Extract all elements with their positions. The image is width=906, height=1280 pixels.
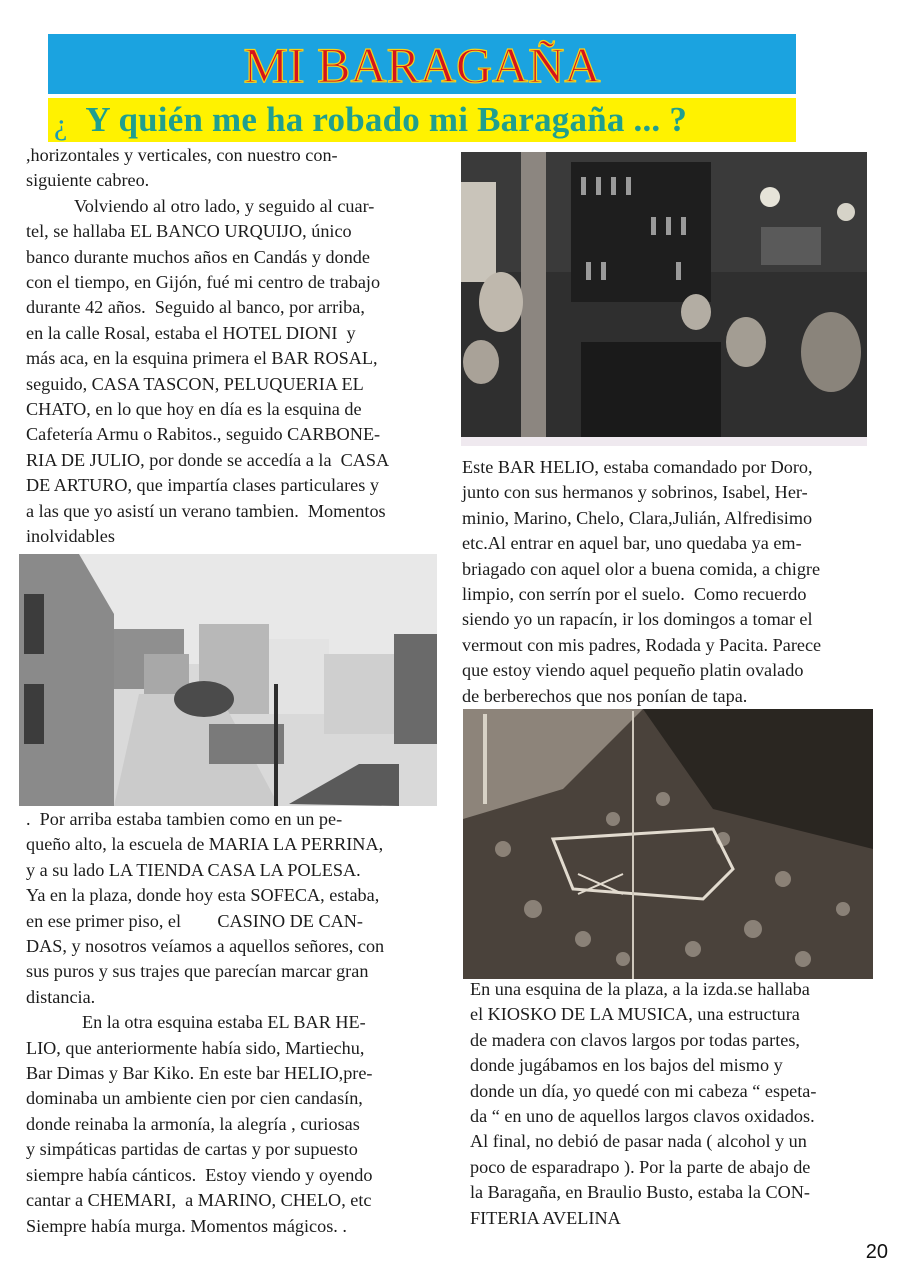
text-line: Bar Dimas y Bar Kiko. En este bar HELIO,pre- (26, 1063, 373, 1084)
text-line: CHATO, en lo que hoy en día es la esquina de (26, 399, 362, 420)
text-line: briagado con aquel olor a buena comida, a chigre (462, 558, 821, 579)
text-line: banco durante muchos años en Candás y donde (26, 246, 370, 267)
text-line: Cafetería Armu o Rabitos., seguido CARBONE- (26, 424, 381, 445)
text-line: la Baragaña, en Braulio Busto, estaba la CON- (470, 1182, 810, 1203)
text-line: Siempre había murga. Momentos mágicos. . (26, 1215, 347, 1236)
text-line: y a su lado LA TIENDA CASA LA POLESA. (26, 859, 361, 880)
text-line: más aca, en la esquina primera el BAR ROSAL, (26, 348, 378, 369)
text-line: En la otra esquina estaba EL BAR HE- (82, 1012, 366, 1033)
text-line: Este BAR HELIO, estaba comandado por Doro, (462, 457, 813, 477)
text-line: . Por arriba estaba tambien como en un pe- (26, 809, 343, 829)
text-line: FITERIA AVELINA (470, 1207, 621, 1228)
text-line: poco de esparadrapo ). Por la parte de abajo de (470, 1156, 811, 1177)
left-text-block-2 (26, 807, 446, 1239)
text-line: junto con sus hermanos y sobrinos, Isabel, Her- (462, 482, 808, 503)
text-line: da “ en uno de aquellos largos clavos oxidados. (470, 1106, 815, 1127)
text-line: Ya en la plaza, donde hoy esta SOFECA, estaba, (26, 885, 380, 906)
text-line: que estoy viendo aquel pequeño platin ovalado (462, 660, 804, 681)
text-line: en ese primer piso, el CASINO DE CAN- (26, 910, 363, 931)
text-line: de berberechos que nos ponían de tapa. (462, 685, 748, 706)
text-line: sus puros y sus trajes que parecían marcar gran (26, 961, 369, 982)
text-line: LIO, que anteriormente había sido, Martiechu, (26, 1037, 365, 1058)
right-text-block-1 (462, 455, 882, 709)
subtitle-banner (48, 98, 796, 142)
text-line: dominaba un ambiente cien por cien candasín, (26, 1088, 363, 1109)
text-line: donde jugábamos en los bajos del mismo y (470, 1055, 783, 1076)
text-line: seguido, CASA TASCON, PELUQUERIA EL (26, 373, 364, 394)
text-line: a las que yo asistí un verano tambien. Momentos (26, 500, 386, 521)
text-line: En una esquina de la plaza, a la izda.se hallaba (470, 979, 810, 999)
text-line: donde un día, yo quedé con mi cabeza “ espeta- (470, 1080, 817, 1101)
text-line: siguiente cabreo. (26, 170, 150, 191)
text-line: siempre había cánticos. Estoy viendo y oyendo (26, 1164, 373, 1185)
page-title: MI BARAGAÑA (243, 37, 601, 93)
text-line: queño alto, la escuela de MARIA LA PERRINA, (26, 834, 384, 855)
plaza-street-photo (19, 554, 437, 806)
subtitle: Y quién me ha robado mi Baragaña ... ? (85, 100, 688, 139)
title-banner (48, 34, 796, 94)
page-number: 20 (865, 1241, 888, 1263)
text-line: tel, se hallaba EL BANCO URQUIJO, único (26, 221, 352, 242)
text-line: de madera con clavos largos por todas partes, (470, 1029, 800, 1050)
text-line: minio, Marino, Chelo, Clara,Julián, Alfredisimo (462, 507, 813, 528)
text-line: limpio, con serrín por el suelo. Como recuerdo (462, 584, 807, 605)
text-line: distancia. (26, 986, 96, 1007)
text-line: DAS, y nosotros veíamos a aquellos señores, con (26, 936, 385, 957)
text-line: Volviendo al otro lado, y seguido al cuar- (74, 195, 375, 216)
text-line: etc.Al entrar en aquel bar, uno quedaba ya em- (462, 533, 802, 554)
text-line: con el tiempo, en Gijón, fué mi centro de trabajo (26, 272, 381, 293)
text-line: ,horizontales y verticales, con nuestro con- (26, 145, 338, 165)
text-line: Al final, no debió de pasar nada ( alcohol y un (470, 1131, 807, 1152)
left-text-block-1 (26, 143, 446, 550)
text-line: inolvidables (26, 526, 115, 547)
text-line: durante 42 años. Seguido al banco, por arriba, (26, 297, 365, 318)
text-line: vermout con mis padres, Rodada y Pacita. Parece (462, 634, 822, 655)
text-line: en la calle Rosal, estaba el HOTEL DIONI y (26, 322, 356, 343)
bar-interior-photo (461, 152, 867, 446)
right-text-block-2 (470, 977, 890, 1231)
text-line: donde reinaba la armonía, la alegría , curiosas (26, 1113, 360, 1134)
kiosk-crowd-photo (463, 709, 873, 979)
text-line: siendo yo un rapacín, ir los domingos a tomar el (462, 609, 813, 630)
text-line: cantar a CHEMARI, a MARINO, CHELO, etc (26, 1190, 372, 1211)
text-line: DE ARTURO, que impartía clases particulares y (26, 475, 379, 496)
text-line: el KIOSKO DE LA MUSICA, una estructura (470, 1004, 800, 1025)
text-line: RIA DE JULIO, por donde se accedía a la CASA (26, 449, 390, 470)
subtitle-question-mark: ¿ (54, 108, 68, 141)
text-line: y simpáticas partidas de cartas y por supuesto (26, 1139, 358, 1160)
